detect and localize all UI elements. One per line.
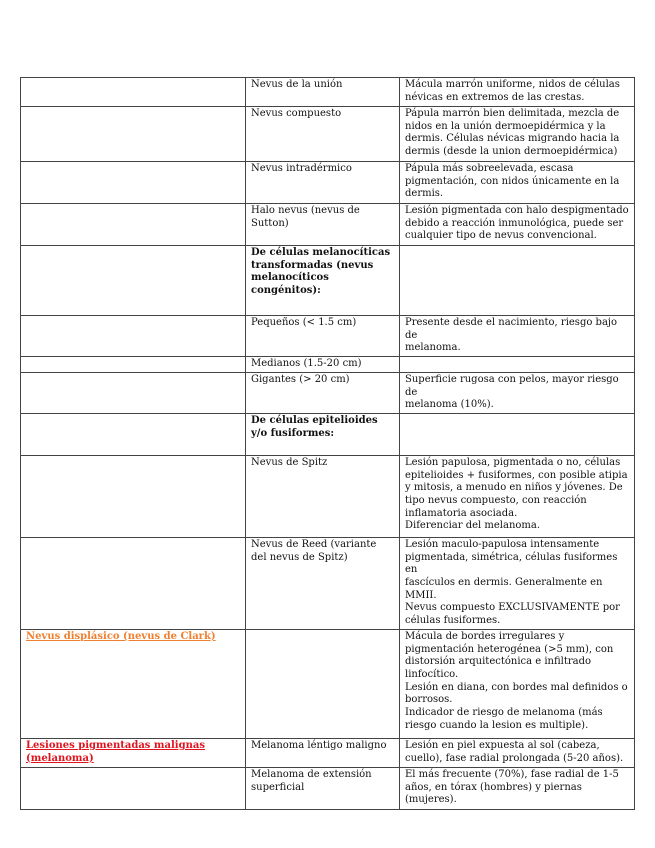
description-cell (400, 316, 635, 357)
description-line: pigmentación heterogénea (>5 mm), con (405, 643, 614, 655)
category-cell (21, 78, 246, 107)
description-line: Lesión en piel expuesta al sol (cabeza, (405, 739, 600, 751)
description-line: epitelioides + fusiformes, con posible atipia (405, 469, 628, 481)
lesion-type-cell: Nevus compuesto (246, 107, 400, 162)
description-line: dermis. Células névicas migrando hacia la (405, 133, 620, 145)
description-line: cuello), fase radial prolongada (5-20 años). (405, 752, 624, 764)
description-line: debido a reacción inmunológica, puede ser (405, 217, 624, 229)
description-cell (400, 413, 635, 455)
table-row (21, 413, 635, 455)
description-line: pigmentación, con nidos únicamente en la (405, 175, 620, 187)
description-line: nidos en la unión dermoepidérmica y la (405, 120, 606, 132)
description-line: pigmentada, simétrica, células fusiformes en (405, 551, 618, 576)
table-row (21, 767, 635, 809)
lesion-type-cell: Halo nevus (nevus de Sutton) (246, 204, 400, 246)
category-cell (21, 357, 246, 373)
description-line: Mácula marrón uniforme, nidos de células (405, 79, 620, 90)
description-line: Lesión maculo-papulosa intensamente (405, 538, 600, 550)
description-line: névicas en extremos de las crestas. (405, 91, 585, 103)
description-line: riesgo cuando la lesion es multiple). (405, 719, 589, 731)
category-cell (21, 316, 246, 357)
table-body (21, 78, 635, 810)
table-row (21, 204, 635, 246)
category-cell (21, 455, 246, 537)
table-row (21, 246, 635, 316)
table-row (21, 372, 635, 413)
category-cell (21, 413, 246, 455)
description-line: años, en tórax (hombres) y piernas (405, 781, 582, 793)
description-line: Presente desde el nacimiento, riesgo bajo de (405, 317, 618, 341)
description-line: dermis (desde la union dermoepidérmica) (405, 146, 618, 158)
description-line: tipo nevus compuesto, con reacción (405, 495, 587, 507)
description-cell (400, 537, 635, 629)
lesion-type-cell: Nevus intradérmico (246, 162, 400, 204)
description-cell (400, 357, 635, 373)
category-cell (21, 204, 246, 246)
category-cell (21, 107, 246, 162)
lesion-type-cell (246, 629, 400, 738)
description-cell (400, 204, 635, 246)
category-cell (21, 246, 246, 316)
lesion-type-cell: Melanoma de extensión superficial (246, 767, 400, 809)
lesion-type-cell: Nevus de la unión (246, 78, 400, 107)
description-line: Lesión papulosa, pigmentada o no, células (405, 456, 621, 468)
description-line: Lesión en diana, con bordes mal definidos o (405, 681, 628, 693)
lesion-type-cell: De células epitelioides y/o fusiformes: (246, 413, 400, 455)
category-cell: Lesiones pigmentadas malignas (melanoma) (21, 738, 246, 767)
description-cell (400, 455, 635, 537)
description-line: (mujeres). (405, 794, 457, 806)
description-line: melanoma (10%). (405, 399, 494, 411)
description-cell (400, 78, 635, 107)
table-row (21, 107, 635, 162)
lesion-type-cell: Nevus de Reed (variante del nevus de Spitz) (246, 537, 400, 629)
description-line: Pápula más sobreelevada, escasa (405, 163, 574, 174)
lesion-type-cell: Nevus de Spitz (246, 455, 400, 537)
category-cell (21, 372, 246, 413)
description-line: cualquier tipo de nevus convencional. (405, 230, 597, 242)
category-cell (21, 767, 246, 809)
description-line: fascículos en dermis. Generalmente en MMII. (405, 577, 603, 601)
description-line: Lesión pigmentada con halo despigmentado (405, 205, 629, 216)
table-row (21, 357, 635, 373)
description-cell (400, 107, 635, 162)
lesion-type-cell: Melanoma léntigo maligno (246, 738, 400, 767)
lesion-type-cell: Gigantes (> 20 cm) (246, 372, 400, 413)
description-line: Indicador de riesgo de melanoma (más (405, 707, 603, 719)
description-line: El más frecuente (70%), fase radial de 1-5 (405, 768, 619, 780)
description-line: dermis. (405, 188, 444, 200)
description-line: linfocítico. (405, 668, 459, 680)
description-line: distorsión arquitectónica e infiltrado (405, 656, 592, 668)
description-cell (400, 162, 635, 204)
description-line: Mácula de bordes irregulares y (405, 630, 565, 642)
table-row (21, 629, 635, 738)
description-line: Nevus compuesto EXCLUSIVAMENTE por (405, 602, 620, 614)
lesion-type-cell: Pequeños (< 1.5 cm) (246, 316, 400, 357)
description-cell (400, 629, 635, 738)
lesion-type-cell: Medianos (1.5-20 cm) (246, 357, 400, 373)
lesion-type-cell: De células melanocíticas transformadas (nevus melanocíticos congénitos): (246, 246, 400, 316)
description-cell (400, 738, 635, 767)
description-cell (400, 246, 635, 316)
description-line: y mitosis, a menudo en niños y jóvenes. De (405, 482, 623, 494)
pigmented-lesions-table (20, 77, 635, 810)
description-line: células fusiformes. (405, 615, 501, 627)
description-line: Pápula marrón bien delimitada, mezcla de (405, 108, 620, 119)
description-line: melanoma. (405, 342, 461, 354)
table-row (21, 316, 635, 357)
description-cell (400, 767, 635, 809)
description-cell (400, 372, 635, 413)
category-cell (21, 537, 246, 629)
table-row (21, 162, 635, 204)
category-cell (21, 162, 246, 204)
description-line: inflamatoria asociada. (405, 507, 518, 519)
table-row (21, 455, 635, 537)
table-row (21, 78, 635, 107)
description-line: Diferenciar del melanoma. (405, 520, 541, 532)
description-line: Superficie rugosa con pelos, mayor riesgo de (405, 373, 619, 398)
table-row (21, 738, 635, 767)
table-row (21, 537, 635, 629)
description-line: borrosos. (405, 694, 453, 706)
category-cell: Nevus displásico (nevus de Clark) (21, 629, 246, 738)
